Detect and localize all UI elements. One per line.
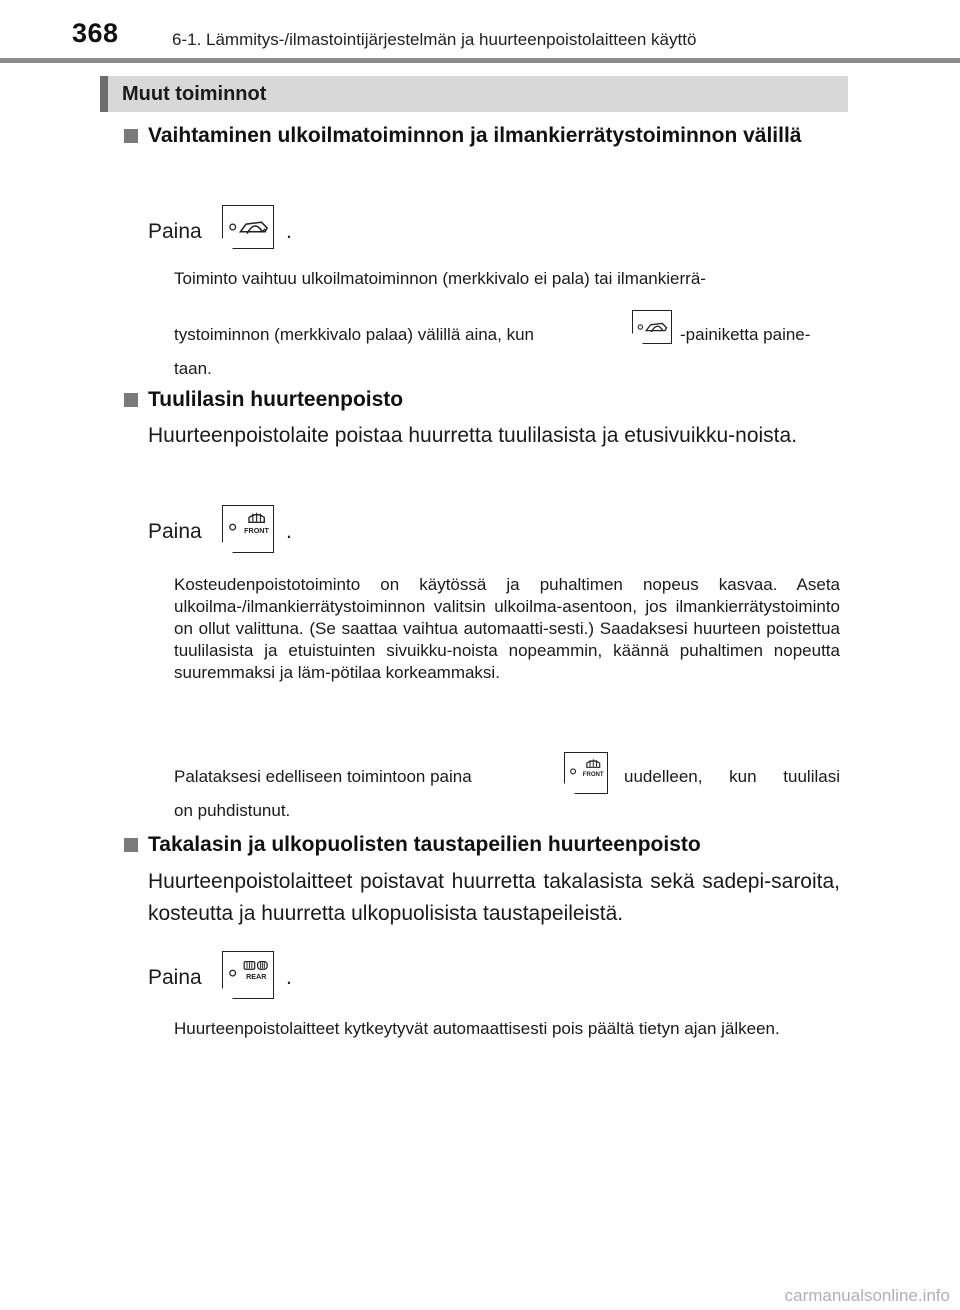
recirc-note-line-2-start: tystoiminnon (merkkivalo palaa) välillä aina, kun xyxy=(174,325,534,344)
section-title: Muut toiminnot xyxy=(122,83,267,105)
windshield-note: Kosteudenpoistotoiminto on käytössä ja puhaltimen nopeus kasvaa. Aseta ulkoilma-/ilmankierrätystoiminnon valitsin ulkoilma-asentoon, jos ilmankierrätystoiminto on ollut valittuna. (Se saattaa vaihtua automaatti-sesti.) Saadaksesi huurteen poistettua tuulilasista ja etuistuinten sivuikku-noista nopeammin, käännä puhaltimen nopeutta suuremmaksi ja läm-pötilaa korkeammaksi. xyxy=(174,575,840,682)
rear-note: Huurteenpoistolaitteet kytkeytyvät automaattisesti pois päältä tietyn ajan jälkeen. xyxy=(174,1019,780,1038)
bullet-square-icon xyxy=(124,838,138,852)
bullet-square-icon xyxy=(124,129,138,143)
bullet-square-icon xyxy=(124,393,138,407)
period: . xyxy=(286,520,292,543)
return-text-end: uudelleen, kun tuulilasi xyxy=(624,767,840,786)
air-recirculation-inline-icon xyxy=(632,310,672,344)
press-label: Paina xyxy=(148,520,202,543)
recirc-heading: Vaihtaminen ulkoilmatoiminnon ja ilmankierrätystoiminnon välillä xyxy=(148,124,802,147)
rear-label: REAR xyxy=(246,972,267,981)
chapter-title: 6-1. Lämmitys-/ilmastointijärjestelmän ja huurteenpoistolaitteen käyttö xyxy=(172,30,697,49)
front-label: FRONT xyxy=(244,526,269,535)
header-divider xyxy=(0,58,960,63)
recirc-note-line-2-end: -painiketta paine- xyxy=(680,325,811,344)
press-label: Paina xyxy=(148,966,202,989)
front-defroster-button-icon xyxy=(222,505,274,553)
rear-description: Huurteenpoistolaitteet poistavat huurretta takalasista sekä sadepi-saroita, kosteutta ja huurretta ulkopuolisista taustapeileistä. xyxy=(148,870,840,925)
press-label: Paina xyxy=(148,220,202,243)
return-text-line-2: on puhdistunut. xyxy=(174,801,291,820)
period: . xyxy=(286,220,292,243)
recirc-note-line-3: taan. xyxy=(174,359,212,378)
period: . xyxy=(286,966,292,989)
watermark: carmanualsonline.info xyxy=(784,1286,950,1305)
rear-heading: Takalasin ja ulkopuolisten taustapeilien huurteenpoisto xyxy=(148,833,701,856)
windshield-heading: Tuulilasin huurteenpoisto xyxy=(148,388,404,411)
front-defroster-inline-icon xyxy=(564,752,608,794)
windshield-description: Huurteenpoistolaite poistaa huurretta tuulilasista ja etusivuikku-noista. xyxy=(148,424,798,447)
rear-defogger-button-icon xyxy=(222,951,274,999)
front-label: FRONT xyxy=(582,772,604,779)
section-heading-bar xyxy=(100,76,848,112)
page-number: 368 xyxy=(72,18,119,48)
recirc-note-line-1: Toiminto vaihtuu ulkoilmatoiminnon (merkkivalo ei pala) tai ilmankierrä- xyxy=(174,269,706,288)
air-recirculation-button-icon xyxy=(222,205,274,249)
return-text-start: Palataksesi edelliseen toimintoon paina xyxy=(174,767,472,786)
